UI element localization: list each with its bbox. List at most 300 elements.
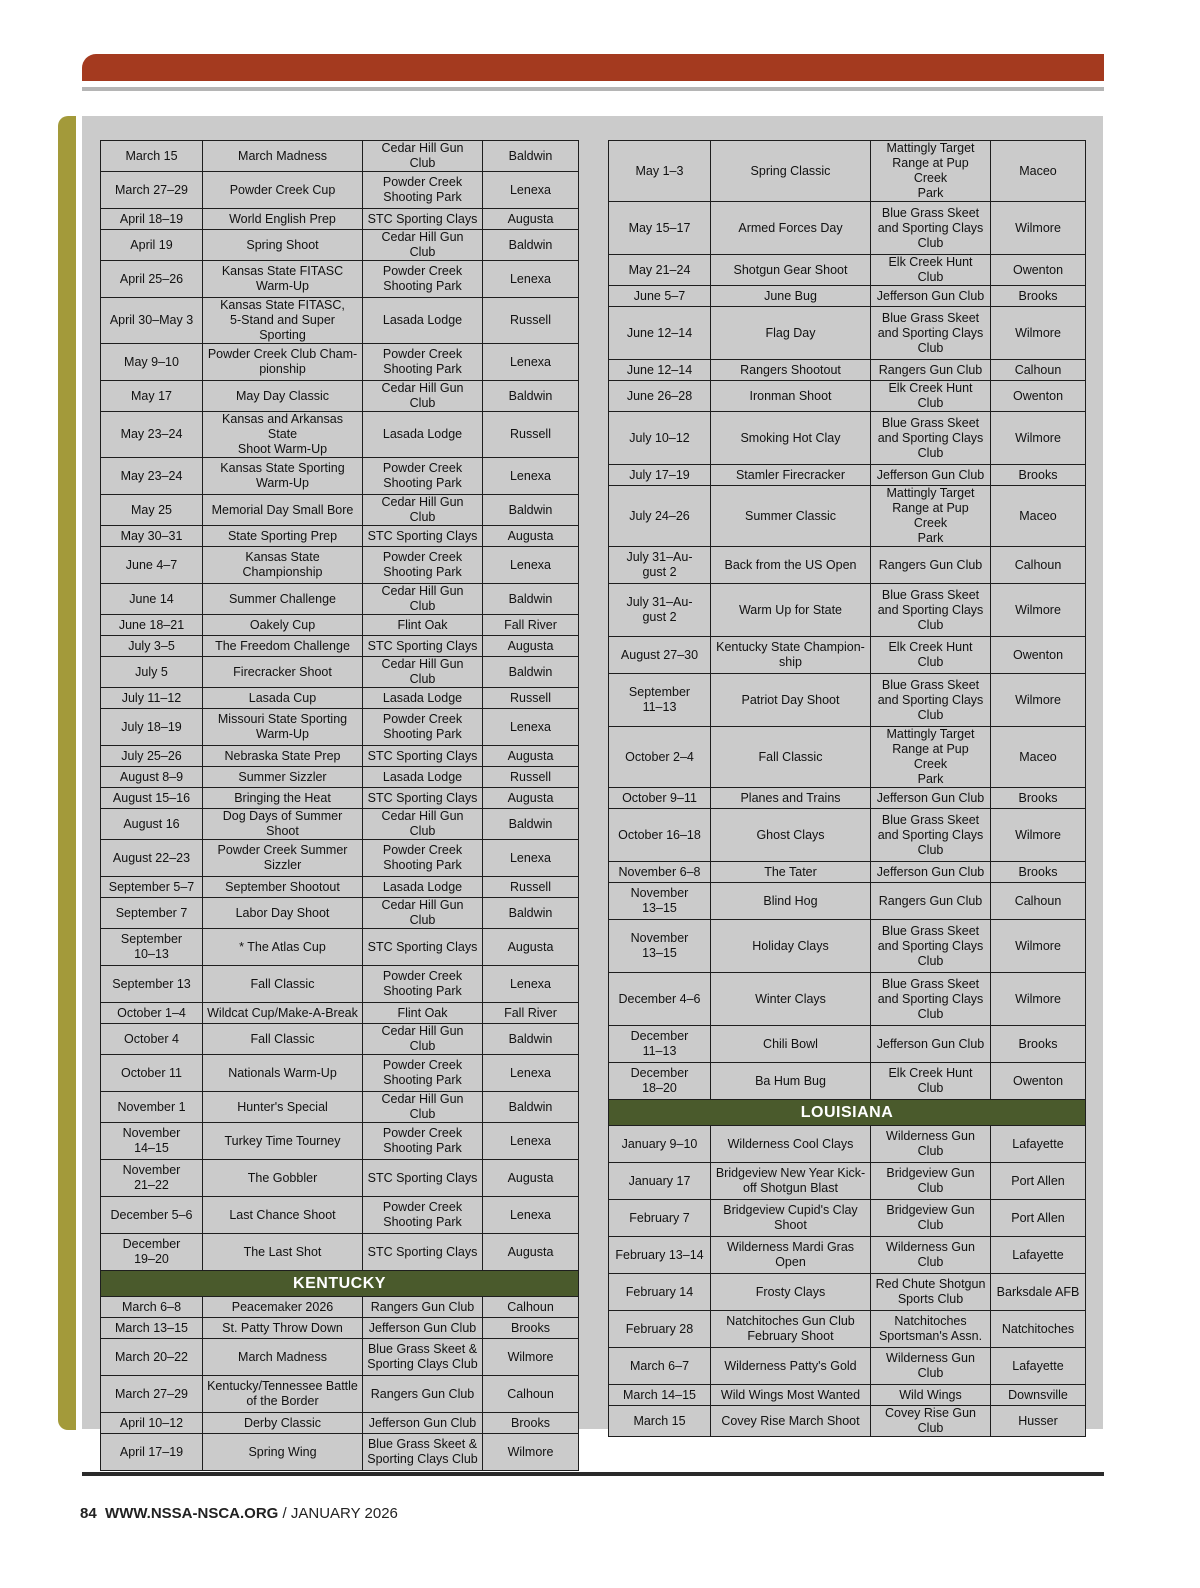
table-row	[101, 261, 579, 298]
club-cell: Powder Creek Shooting Park	[363, 1055, 483, 1092]
date-cell: February 14	[609, 1274, 711, 1311]
date-cell: November 21–22	[101, 1160, 203, 1197]
date-cell: September 11–13	[609, 674, 711, 727]
event-cell: Kansas State FITASC, 5-Stand and Super Sporting	[203, 298, 363, 344]
date-cell: August 16	[101, 809, 203, 840]
date-cell: August 15–16	[101, 788, 203, 809]
city-cell: Baldwin	[483, 1092, 579, 1123]
club-cell: Blue Grass Skeet and Sporting Clays Club	[871, 973, 991, 1026]
club-cell: Cedar Hill Gun Club	[363, 584, 483, 615]
club-cell: Bridgeview Gun Club	[871, 1200, 991, 1237]
club-cell: Flint Oak	[363, 1003, 483, 1024]
event-cell: Fall Classic	[203, 1024, 363, 1055]
club-cell: Rangers Gun Club	[871, 883, 991, 920]
city-cell: Russell	[483, 412, 579, 458]
city-cell: Lenexa	[483, 547, 579, 584]
club-cell: Elk Creek Hunt Club	[871, 255, 991, 286]
event-cell: Missouri State Sporting Warm-Up	[203, 709, 363, 746]
table-row	[101, 1318, 579, 1339]
date-cell: September 13	[101, 966, 203, 1003]
city-cell: Calhoun	[483, 1376, 579, 1413]
date-cell: December 11–13	[609, 1026, 711, 1063]
city-cell: Brooks	[991, 286, 1086, 307]
club-cell: Powder Creek Shooting Park	[363, 840, 483, 877]
date-cell: July 18–19	[101, 709, 203, 746]
date-cell: May 9–10	[101, 344, 203, 381]
table-row	[609, 1200, 1086, 1237]
club-cell: Cedar Hill Gun Club	[363, 141, 483, 172]
table-row	[101, 688, 579, 709]
city-cell: Fall River	[483, 1003, 579, 1024]
event-cell: Spring Classic	[711, 141, 871, 202]
state-header: LOUISIANA	[609, 1100, 1086, 1126]
event-cell: Kansas State FITASC Warm-Up	[203, 261, 363, 298]
club-cell: Blue Grass Skeet and Sporting Clays Club	[871, 674, 991, 727]
city-cell: Barksdale AFB	[991, 1274, 1086, 1311]
date-cell: August 8–9	[101, 767, 203, 788]
table-row	[101, 1197, 579, 1234]
date-cell: January 9–10	[609, 1126, 711, 1163]
city-cell: Lenexa	[483, 344, 579, 381]
city-cell: Lafayette	[991, 1348, 1086, 1385]
club-cell: Cedar Hill Gun Club	[363, 657, 483, 688]
date-cell: December 4–6	[609, 973, 711, 1026]
table-row	[609, 1026, 1086, 1063]
table-row	[101, 141, 579, 172]
date-cell: July 11–12	[101, 688, 203, 709]
table-row	[101, 1297, 579, 1318]
club-cell: Cedar Hill Gun Club	[363, 809, 483, 840]
club-cell: Rangers Gun Club	[363, 1297, 483, 1318]
city-cell: Baldwin	[483, 230, 579, 261]
city-cell: Augusta	[483, 636, 579, 657]
club-cell: Mattingly Target Range at Pup Creek Park	[871, 486, 991, 547]
table-row	[609, 141, 1086, 202]
table-row	[609, 637, 1086, 674]
club-cell: Jefferson Gun Club	[871, 1026, 991, 1063]
club-cell: Wilderness Gun Club	[871, 1126, 991, 1163]
club-cell: Cedar Hill Gun Club	[363, 495, 483, 526]
table-row	[101, 1003, 579, 1024]
state-header: KENTUCKY	[101, 1271, 579, 1297]
city-cell: Calhoun	[483, 1297, 579, 1318]
date-cell: April 10–12	[101, 1413, 203, 1434]
event-cell: Turkey Time Tourney	[203, 1123, 363, 1160]
event-cell: Powder Creek Summer Sizzler	[203, 840, 363, 877]
event-cell: Back from the US Open	[711, 547, 871, 584]
event-cell: Fall Classic	[711, 727, 871, 788]
event-cell: Smoking Hot Clay	[711, 412, 871, 465]
club-cell: Blue Grass Skeet and Sporting Clays Club	[871, 920, 991, 973]
club-cell: Covey Rise Gun Club	[871, 1406, 991, 1437]
club-cell: Flint Oak	[363, 615, 483, 636]
date-cell: April 25–26	[101, 261, 203, 298]
event-cell: The Freedom Challenge	[203, 636, 363, 657]
event-cell: Powder Creek Club Cham- pionship	[203, 344, 363, 381]
table-row	[609, 1406, 1086, 1437]
table-row	[101, 495, 579, 526]
table-row	[101, 344, 579, 381]
table-row	[609, 307, 1086, 360]
date-cell: June 26–28	[609, 381, 711, 412]
date-cell: July 17–19	[609, 465, 711, 486]
city-cell: Calhoun	[991, 360, 1086, 381]
event-cell: Flag Day	[711, 307, 871, 360]
date-cell: July 31–Au- gust 2	[609, 547, 711, 584]
table-row	[101, 929, 579, 966]
city-cell: Lenexa	[483, 840, 579, 877]
schedule-table-right	[608, 140, 1086, 1437]
event-cell: Last Chance Shoot	[203, 1197, 363, 1234]
event-cell: Wilderness Mardi Gras Open	[711, 1237, 871, 1274]
city-cell: Baldwin	[483, 381, 579, 412]
date-cell: November 14–15	[101, 1123, 203, 1160]
table-row	[101, 809, 579, 840]
header-rule	[82, 87, 1104, 91]
date-cell: February 7	[609, 1200, 711, 1237]
event-cell: Planes and Trains	[711, 788, 871, 809]
state-header-row	[101, 1271, 579, 1297]
table-row	[609, 381, 1086, 412]
event-cell: Kansas State Championship	[203, 547, 363, 584]
table-row	[609, 1063, 1086, 1100]
table-row	[101, 898, 579, 929]
table-row	[101, 767, 579, 788]
event-cell: Chili Bowl	[711, 1026, 871, 1063]
city-cell: Wilmore	[483, 1434, 579, 1471]
event-cell: The Gobbler	[203, 1160, 363, 1197]
date-cell: April 19	[101, 230, 203, 261]
table-row	[101, 1234, 579, 1271]
event-cell: March Madness	[203, 141, 363, 172]
club-cell: Lasada Lodge	[363, 877, 483, 898]
club-cell: Powder Creek Shooting Park	[363, 966, 483, 1003]
date-cell: March 13–15	[101, 1318, 203, 1339]
club-cell: Powder Creek Shooting Park	[363, 1197, 483, 1234]
city-cell: Wilmore	[991, 920, 1086, 973]
city-cell: Russell	[483, 298, 579, 344]
date-cell: November 1	[101, 1092, 203, 1123]
club-cell: Rangers Gun Club	[363, 1376, 483, 1413]
event-cell: May Day Classic	[203, 381, 363, 412]
club-cell: Jefferson Gun Club	[871, 465, 991, 486]
date-cell: October 16–18	[609, 809, 711, 862]
page-footer	[80, 1505, 398, 1522]
date-cell: October 1–4	[101, 1003, 203, 1024]
club-cell: Powder Creek Shooting Park	[363, 261, 483, 298]
event-cell: Oakely Cup	[203, 615, 363, 636]
city-cell: Baldwin	[483, 1024, 579, 1055]
table-row	[101, 657, 579, 688]
club-cell: Elk Creek Hunt Club	[871, 637, 991, 674]
page-number: 84	[80, 1505, 97, 1522]
club-cell: STC Sporting Clays	[363, 746, 483, 767]
club-cell: Wilderness Gun Club	[871, 1348, 991, 1385]
event-cell: Peacemaker 2026	[203, 1297, 363, 1318]
table-row	[609, 788, 1086, 809]
table-row	[101, 1024, 579, 1055]
city-cell: Lafayette	[991, 1126, 1086, 1163]
table-row	[101, 746, 579, 767]
event-cell: The Last Shot	[203, 1234, 363, 1271]
table-row	[609, 674, 1086, 727]
table-row	[101, 412, 579, 458]
city-cell: Wilmore	[991, 809, 1086, 862]
city-cell: Owenton	[991, 1063, 1086, 1100]
table-row	[101, 526, 579, 547]
club-cell: Cedar Hill Gun Club	[363, 1024, 483, 1055]
city-cell: Brooks	[991, 1026, 1086, 1063]
event-cell: * The Atlas Cup	[203, 929, 363, 966]
date-cell: March 15	[101, 141, 203, 172]
table-row	[609, 360, 1086, 381]
date-cell: October 2–4	[609, 727, 711, 788]
city-cell: Baldwin	[483, 495, 579, 526]
table-row	[101, 230, 579, 261]
club-cell: Cedar Hill Gun Club	[363, 381, 483, 412]
city-cell: Baldwin	[483, 898, 579, 929]
city-cell: Brooks	[991, 788, 1086, 809]
city-cell: Baldwin	[483, 584, 579, 615]
table-row	[609, 202, 1086, 255]
date-cell: July 10–12	[609, 412, 711, 465]
date-cell: July 3–5	[101, 636, 203, 657]
table-row	[101, 584, 579, 615]
table-row	[101, 636, 579, 657]
club-cell: Rangers Gun Club	[871, 360, 991, 381]
table-row	[609, 1385, 1086, 1406]
date-cell: May 23–24	[101, 412, 203, 458]
date-cell: January 17	[609, 1163, 711, 1200]
city-cell: Augusta	[483, 526, 579, 547]
table-row	[609, 1311, 1086, 1348]
city-cell: Lafayette	[991, 1237, 1086, 1274]
city-cell: Lenexa	[483, 1123, 579, 1160]
city-cell: Russell	[483, 767, 579, 788]
club-cell: Mattingly Target Range at Pup Creek Park	[871, 727, 991, 788]
date-cell: March 15	[609, 1406, 711, 1437]
club-cell: Lasada Lodge	[363, 412, 483, 458]
table-row	[609, 486, 1086, 547]
club-cell: Wilderness Gun Club	[871, 1237, 991, 1274]
header-accent-bar	[82, 54, 1104, 81]
event-cell: Kentucky/Tennessee Battle of the Border	[203, 1376, 363, 1413]
city-cell: Wilmore	[991, 412, 1086, 465]
event-cell: March Madness	[203, 1339, 363, 1376]
club-cell: Blue Grass Skeet and Sporting Clays Club	[871, 412, 991, 465]
site-link[interactable]: WWW.NSSA-NSCA.ORG	[105, 1505, 279, 1522]
event-cell: Summer Challenge	[203, 584, 363, 615]
event-cell: Kansas State Sporting Warm-Up	[203, 458, 363, 495]
city-cell: Downsville	[991, 1385, 1086, 1406]
table-row	[101, 381, 579, 412]
club-cell: Lasada Lodge	[363, 688, 483, 709]
date-cell: May 1–3	[609, 141, 711, 202]
table-row	[609, 920, 1086, 973]
city-cell: Baldwin	[483, 141, 579, 172]
city-cell: Wilmore	[483, 1339, 579, 1376]
event-cell: Firecracker Shoot	[203, 657, 363, 688]
city-cell: Augusta	[483, 1160, 579, 1197]
date-cell: March 6–8	[101, 1297, 203, 1318]
city-cell: Wilmore	[991, 202, 1086, 255]
city-cell: Wilmore	[991, 674, 1086, 727]
table-row	[609, 1126, 1086, 1163]
event-cell: Wild Wings Most Wanted	[711, 1385, 871, 1406]
date-cell: April 17–19	[101, 1434, 203, 1471]
city-cell: Lenexa	[483, 261, 579, 298]
city-cell: Owenton	[991, 255, 1086, 286]
date-cell: February 28	[609, 1311, 711, 1348]
date-cell: May 30–31	[101, 526, 203, 547]
table-row	[101, 615, 579, 636]
club-cell: Blue Grass Skeet & Sporting Clays Club	[363, 1434, 483, 1471]
city-cell: Baldwin	[483, 657, 579, 688]
event-cell: St. Patty Throw Down	[203, 1318, 363, 1339]
event-cell: Natchitoches Gun Club February Shoot	[711, 1311, 871, 1348]
club-cell: Jefferson Gun Club	[871, 286, 991, 307]
date-cell: September 7	[101, 898, 203, 929]
table-row	[101, 1092, 579, 1123]
club-cell: STC Sporting Clays	[363, 929, 483, 966]
event-cell: Holiday Clays	[711, 920, 871, 973]
event-cell: Nebraska State Prep	[203, 746, 363, 767]
event-cell: September Shootout	[203, 877, 363, 898]
table-row	[609, 465, 1086, 486]
table-row	[101, 458, 579, 495]
table-row	[609, 1163, 1086, 1200]
date-cell: September 5–7	[101, 877, 203, 898]
city-cell: Calhoun	[991, 883, 1086, 920]
city-cell: Lenexa	[483, 1055, 579, 1092]
event-cell: Armed Forces Day	[711, 202, 871, 255]
club-cell: STC Sporting Clays	[363, 209, 483, 230]
date-cell: November 6–8	[609, 862, 711, 883]
table-row	[609, 1274, 1086, 1311]
table-row	[609, 1237, 1086, 1274]
city-cell: Lenexa	[483, 966, 579, 1003]
event-cell: Fall Classic	[203, 966, 363, 1003]
club-cell: STC Sporting Clays	[363, 788, 483, 809]
date-cell: May 15–17	[609, 202, 711, 255]
date-cell: April 18–19	[101, 209, 203, 230]
club-cell: Red Chute Shotgun Sports Club	[871, 1274, 991, 1311]
table-row	[609, 412, 1086, 465]
date-cell: July 25–26	[101, 746, 203, 767]
event-cell: Memorial Day Small Bore	[203, 495, 363, 526]
club-cell: Blue Grass Skeet and Sporting Clays Club	[871, 307, 991, 360]
event-cell: Bridgeview Cupid's Clay Shoot	[711, 1200, 871, 1237]
event-cell: June Bug	[711, 286, 871, 307]
date-cell: March 27–29	[101, 172, 203, 209]
event-cell: Summer Classic	[711, 486, 871, 547]
table-row	[101, 1434, 579, 1471]
event-cell: Ghost Clays	[711, 809, 871, 862]
club-cell: Jefferson Gun Club	[871, 788, 991, 809]
city-cell: Lenexa	[483, 1197, 579, 1234]
table-row	[609, 809, 1086, 862]
club-cell: Powder Creek Shooting Park	[363, 547, 483, 584]
club-cell: Bridgeview Gun Club	[871, 1163, 991, 1200]
date-cell: June 12–14	[609, 307, 711, 360]
table-row	[101, 547, 579, 584]
table-row	[101, 298, 579, 344]
table-row	[101, 209, 579, 230]
date-cell: December 5–6	[101, 1197, 203, 1234]
city-cell: Lenexa	[483, 458, 579, 495]
event-cell: The Tater	[711, 862, 871, 883]
table-row	[609, 584, 1086, 637]
date-cell: June 18–21	[101, 615, 203, 636]
club-cell: Lasada Lodge	[363, 767, 483, 788]
table-row	[101, 1339, 579, 1376]
date-cell: March 6–7	[609, 1348, 711, 1385]
city-cell: Wilmore	[991, 307, 1086, 360]
event-cell: Derby Classic	[203, 1413, 363, 1434]
event-cell: Labor Day Shoot	[203, 898, 363, 929]
table-row	[101, 1123, 579, 1160]
date-cell: April 30–May 3	[101, 298, 203, 344]
date-cell: November 13–15	[609, 920, 711, 973]
issue-date: / JANUARY 2026	[282, 1505, 398, 1522]
event-cell: Summer Sizzler	[203, 767, 363, 788]
table-row	[101, 1376, 579, 1413]
city-cell: Fall River	[483, 615, 579, 636]
date-cell: September 10–13	[101, 929, 203, 966]
city-cell: Augusta	[483, 929, 579, 966]
city-cell: Natchitoches	[991, 1311, 1086, 1348]
city-cell: Baldwin	[483, 809, 579, 840]
city-cell: Lenexa	[483, 709, 579, 746]
event-cell: Bridgeview New Year Kick- off Shotgun Blast	[711, 1163, 871, 1200]
event-cell: Warm Up for State	[711, 584, 871, 637]
club-cell: Jefferson Gun Club	[871, 862, 991, 883]
date-cell: August 27–30	[609, 637, 711, 674]
event-cell: Frosty Clays	[711, 1274, 871, 1311]
event-cell: Winter Clays	[711, 973, 871, 1026]
club-cell: Cedar Hill Gun Club	[363, 230, 483, 261]
event-cell: Patriot Day Shoot	[711, 674, 871, 727]
city-cell: Augusta	[483, 788, 579, 809]
city-cell: Brooks	[483, 1318, 579, 1339]
club-cell: Cedar Hill Gun Club	[363, 1092, 483, 1123]
event-cell: Wilderness Patty's Gold	[711, 1348, 871, 1385]
date-cell: October 4	[101, 1024, 203, 1055]
city-cell: Brooks	[483, 1413, 579, 1434]
table-row	[609, 1348, 1086, 1385]
event-cell: Wilderness Cool Clays	[711, 1126, 871, 1163]
date-cell: August 22–23	[101, 840, 203, 877]
date-cell: July 5	[101, 657, 203, 688]
date-cell: October 9–11	[609, 788, 711, 809]
club-cell: STC Sporting Clays	[363, 1160, 483, 1197]
city-cell: Husser	[991, 1406, 1086, 1437]
date-cell: October 11	[101, 1055, 203, 1092]
event-cell: Dog Days of Summer Shoot	[203, 809, 363, 840]
city-cell: Augusta	[483, 746, 579, 767]
city-cell: Russell	[483, 688, 579, 709]
event-cell: Shotgun Gear Shoot	[711, 255, 871, 286]
date-cell: July 24–26	[609, 486, 711, 547]
event-cell: Bringing the Heat	[203, 788, 363, 809]
schedule-table-left	[100, 140, 579, 1471]
footer-rule	[82, 1472, 1104, 1476]
city-cell: Owenton	[991, 381, 1086, 412]
club-cell: Wild Wings	[871, 1385, 991, 1406]
table-row	[101, 788, 579, 809]
club-cell: STC Sporting Clays	[363, 636, 483, 657]
club-cell: Powder Creek Shooting Park	[363, 344, 483, 381]
